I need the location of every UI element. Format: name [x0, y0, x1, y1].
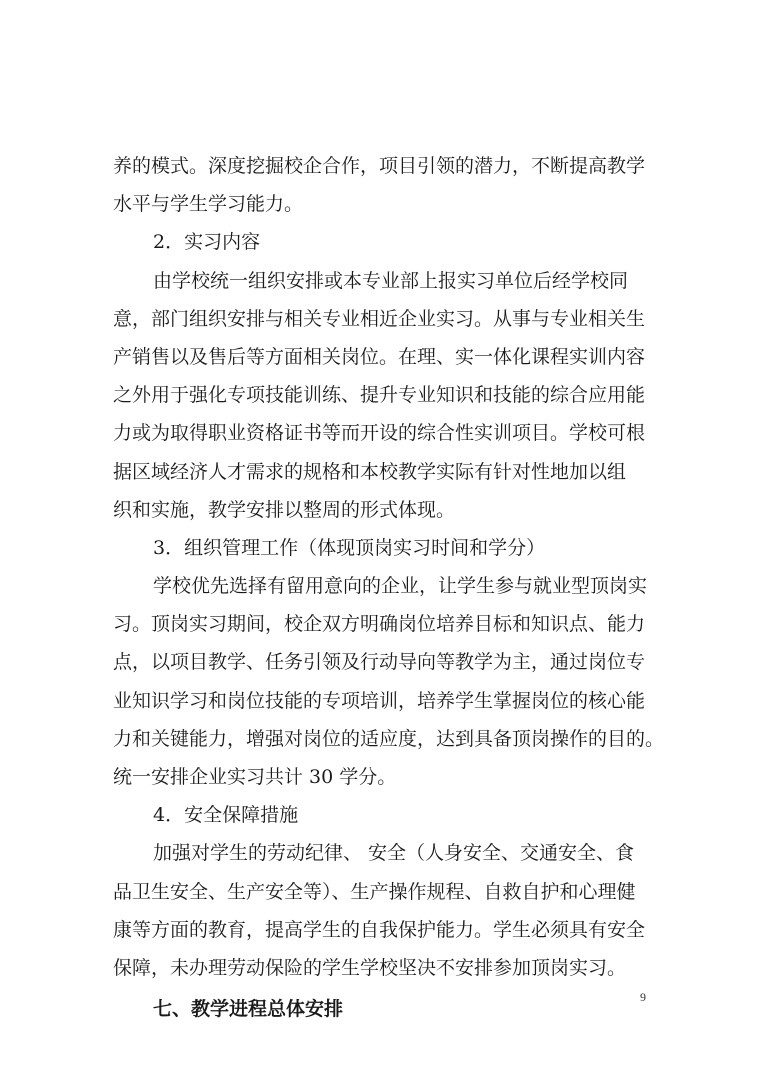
chapter-heading: 七、教学进程总体安排 — [153, 998, 344, 1021]
text-line-14: 点，以项目教学、任务引领及行动导向等教学为主，通过岗位专 — [113, 651, 646, 674]
text-line-21: 康等方面的教育，提高学生的自我保护能力。学生必须具有安全 — [113, 918, 646, 941]
text-line-15: 业知识学习和岗位技能的专项培训，培养学生掌握岗位的核心能 — [113, 689, 646, 712]
text-line-19: 加强对学生的劳动纪律、 安全（人身安全、交通安全、食 — [153, 842, 635, 865]
text-line-8: 力或为取得职业资格证书等而开设的综合性实训项目。学校可根 — [113, 422, 646, 445]
text-line-7: 之外用于强化专项技能训练、提升专业知识和技能的综合应用能 — [113, 384, 646, 407]
page-number: 9 — [640, 990, 646, 1004]
text-line-1: 养的模式。深度挖掘校企合作，项目引领的潜力，不断提高教学 — [113, 155, 646, 177]
text-line-10: 织和实施，教学安排以整周的形式体现。 — [113, 498, 456, 521]
text-line-20: 品卫生安全、生产安全等）、生产操作规程、自救自护和心理健 — [113, 880, 636, 903]
section-heading-2: 2．实习内容 — [153, 231, 261, 254]
text-line-6: 产销售以及售后等方面相关岗位。在理、实一体化课程实训内容 — [113, 345, 646, 368]
text-line-17: 统一安排企业实习共计 30 学分。 — [113, 766, 397, 788]
text-line-4: 由学校统一组织安排或本专业部上报实习单位后经学校同 — [153, 269, 629, 292]
text-line-9: 据区域经济人才需求的规格和本校教学实际有针对性地加以组 — [113, 460, 627, 483]
text-line-5: 意，部门组织安排与相关专业相近企业实习。从事与专业相关生 — [113, 307, 646, 330]
text-line-2: 水平与学生学习能力。 — [113, 193, 304, 216]
section-heading-3: 3．组织管理工作（体现顶岗实习时间和学分） — [153, 536, 546, 559]
text-line-16: 力和关键能力，增强对岗位的适应度，达到具备顶岗操作的目的。 — [113, 727, 665, 750]
text-line-22: 保障，未办理劳动保险的学生学校坚决不安排参加顶岗实习。 — [113, 956, 627, 979]
text-line-12: 学校优先选择有留用意向的企业，让学生参与就业型顶岗实 — [153, 575, 648, 598]
text-line-13: 习。顶岗实习期间，校企双方明确岗位培养目标和知识点、能力 — [113, 613, 646, 636]
section-heading-4: 4．安全保障措施 — [153, 804, 299, 827]
body-text — [113, 147, 665, 1029]
